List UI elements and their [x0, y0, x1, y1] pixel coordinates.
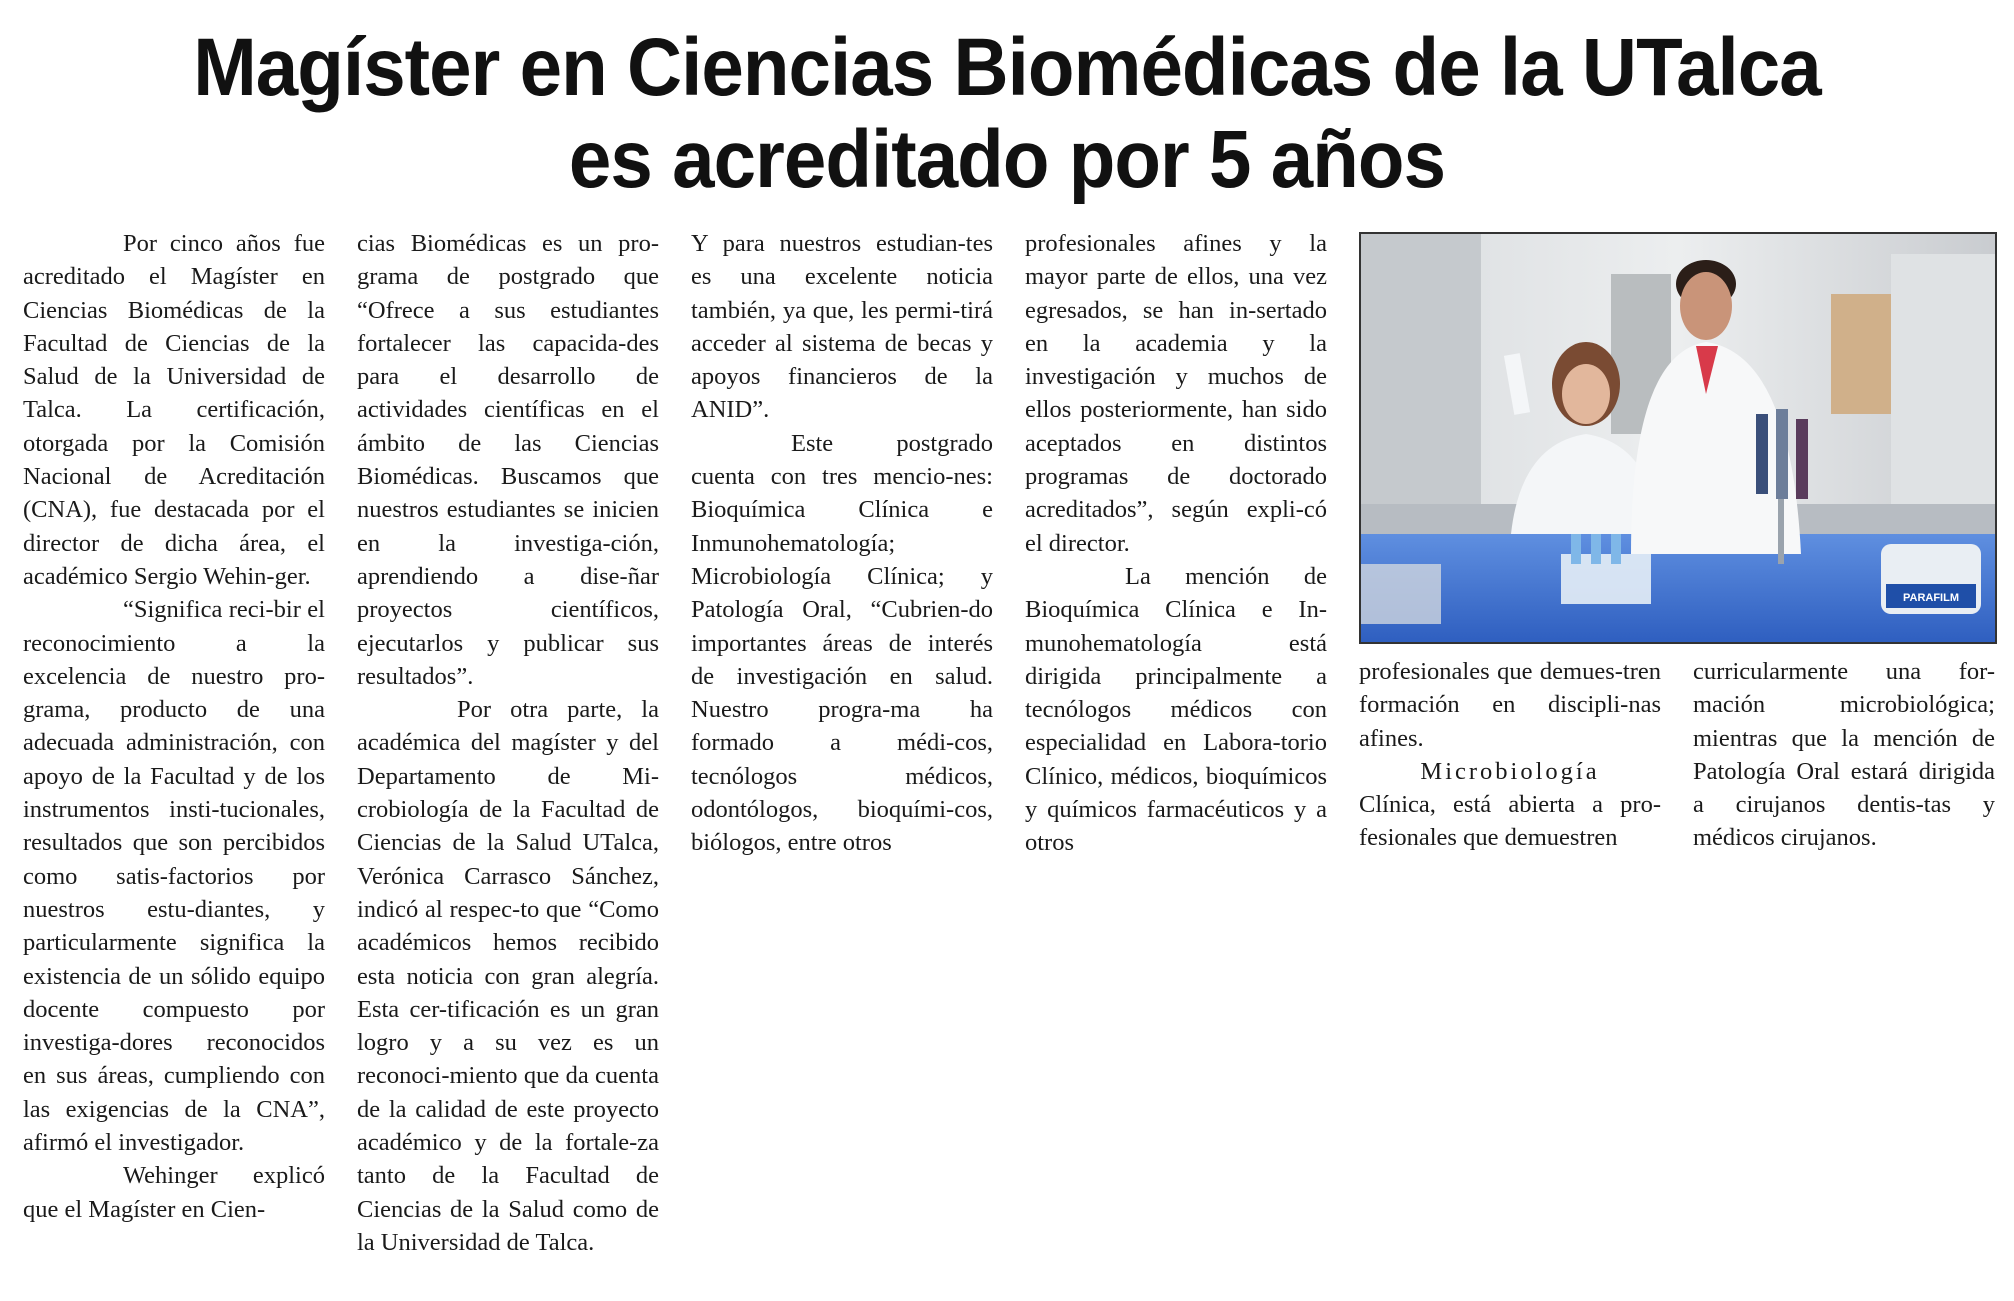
column-2: [357, 227, 659, 1259]
column-1: [23, 227, 325, 1226]
lab-photo: [1359, 232, 1997, 644]
column-4: [1025, 227, 1327, 860]
parafilm-label: PARAFILM: [1902, 592, 1960, 604]
headline-line-2: es acreditado por 5 años: [568, 114, 1446, 205]
paragraph: La mención de Bioquímica Clínica e In-munohematología está dirigida principalmente a tecnólogos médicos con especialidad en Labora-torio Clínico, médicos, bioquímicos y químicos farmacéuticos y a otros: [1025, 562, 1327, 857]
paragraph: curricularmente una for-mación microbiológica; mientras que la mención de Patología Oral estará dirigida a cirujanos dentis-tas y médicos cirujanos.: [1693, 658, 1995, 852]
paragraph: cias Biomédicas es un pro-grama de postgrado que “Ofrece a sus estudiantes fortalecer las capacida-des para el desarrollo de actividades científicas en el ámbito de las Ciencias Biomédicas. Buscamos que nuestros estudiantes se inicien en la investiga-ción, aprendiendo a dise-ñar proyectos científicos, ejecutarlos y publicar sus resultados”.: [357, 230, 659, 690]
paragraph: “Significa reci-bir el reconocimiento a la excelencia de nuestro pro-grama, producto de una adecuada administración, con apoyo de la Facultad y de los instrumentos insti-tucionales, resultados que son percibidos como satis-factorios por nuestros estu-diantes, y particularmente significa la existencia de un sólido equipo docente compuesto por investiga-dores reconocidos en sus áreas, cumpliendo con las exigencias de la CNA”, afirmó el investigador.: [23, 596, 325, 1157]
paragraph: Wehinger explicó que el Magíster en Cien-: [23, 1162, 325, 1223]
column-5: [1359, 655, 1661, 855]
paragraph: Este postgrado cuenta con tres mencio-nes: Bioquímica Clínica e Inmunohematología; Microbiología Clínica; y Patología Oral, “Cubrien-do importantes áreas de interés de investigación en salud. Nuestro progra-ma ha formado a médi-cos, tecnólogos médicos, odontólogos, bioquími-cos, biólogos, entre otros: [691, 429, 993, 857]
paragraph: profesionales que demues-tren formación en discipli-nas afines.: [1359, 658, 1661, 752]
headline-line-1: Magíster en Ciencias Biomédicas de la UTalca: [193, 22, 1821, 113]
column-6: [1693, 655, 1995, 855]
paragraph: Microbiología: [1420, 757, 1600, 785]
paragraph: Clínica, está abierta a pro-fesionales que demuestren: [1359, 791, 1661, 852]
headline: [70, 22, 1943, 206]
laboratory-photo-icon: [1361, 234, 1995, 642]
paragraph: Y para nuestros estudian-tes es una excelente noticia también, ya que, les permi-tirá acceder al sistema de becas y apoyos financieros de la ANID”.: [691, 230, 993, 424]
column-3: [691, 227, 993, 860]
paragraph: Por otra parte, la académica del magíster y del Departamento de Mi-crobiología de la Facultad de Ciencias de la Salud UTalca, Verónica Carrasco Sánchez, indicó al respec-to que “Como académicos hemos recibido esta noticia con gran alegría. Esta cer-tificación es un gran logro y a su vez es un reconoci-miento que da cuenta de la calidad de este proyecto académico y de la fortale-za tanto de la Facultad de Ciencias de la Salud como de la Universidad de Talca.: [357, 696, 659, 1256]
paragraph: Por cinco años fue acreditado el Magíster en Ciencias Biomédicas de la Facultad de Ciencias de la Salud de la Universidad de Talca. La certificación, otorgada por la Comisión Nacional de Acreditación (CNA), fue destacada por el director de dicha área, el académico Sergio Wehin-ger.: [23, 230, 325, 590]
paragraph: profesionales afines y la mayor parte de ellos, una vez egresados, se han in-sertado en la academia y la investigación y muchos de ellos posteriormente, han sido aceptados en distintos programas de doctorado acreditados”, según expli-có el director.: [1025, 230, 1327, 557]
